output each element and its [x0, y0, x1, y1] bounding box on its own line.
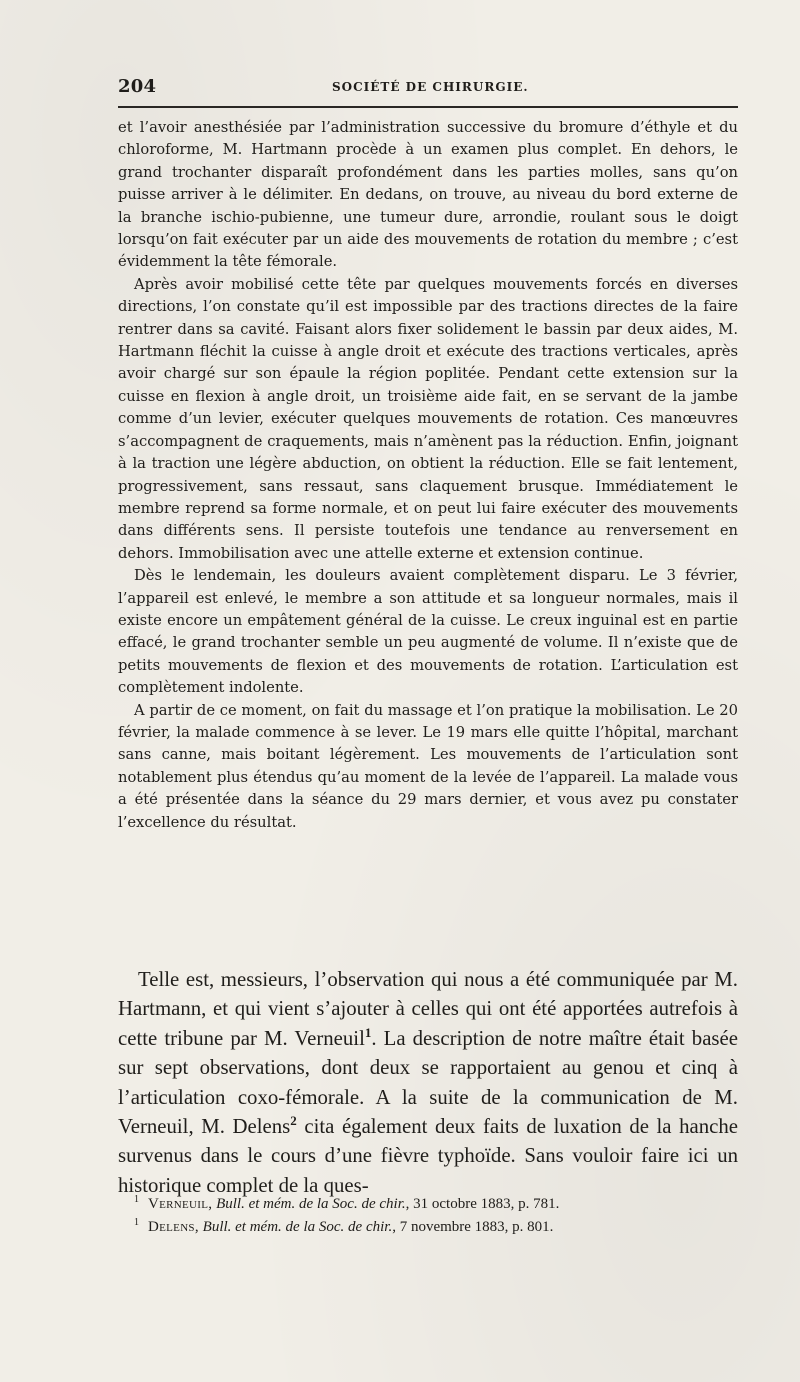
footnote-citation: , 31 octobre 1883, p. 781. [405, 1196, 560, 1212]
paragraph: Dès le lendemain, les douleurs avaient complètement disparu. Le 3 février, l’appareil est enlevé, le membre a son attitude et sa longueur normales, mais il existe encore un empâtement général de la cuisse. Le creux inguinal est en partie effacé, le grand trochanter semble un peu augmenté de volume. Il n’existe que de petits mouvements de flexion et des mouvements de rotation. L’articulation est complètement indolente. [118, 567, 738, 697]
footnote-citation: , 7 novembre 1883, p. 801. [392, 1219, 554, 1235]
footnote-journal: Bull. et mém. de la Soc. de chir. [202, 1219, 393, 1235]
paragraph: A partir de ce moment, on fait du massage et l’on pratique la mobilisation. Le 20 février, la malade commence à se lever. Le 19 mars elle quitte l’hôpital, marchant sans canne, mais boitant légèrement. Les mouvements de l’articulation sont notablement plus étendus qu’au moment de la levée de l’appareil. La malade vous a été présentée dans la séance du 29 mars dernier, et vous avez pu constater l’excellence du résultat. [118, 701, 738, 831]
text-segment: . La description de notre maître était basée sur sept observations, dont deux se rapportaient au genou et cinq à l’articulation coxo-fémorale. A la suite de la communication de M. Verneuil, M. Delens [118, 1026, 738, 1139]
running-title: SOCIÉTÉ DE CHIRURGIE. [332, 80, 529, 94]
footnote-reference[interactable]: 2 [290, 1113, 297, 1129]
page-number: 204 [118, 76, 157, 97]
footnote-author: Verneuil, [148, 1196, 213, 1212]
header-rule [118, 106, 738, 108]
footnotes [134, 1193, 738, 1239]
footnote-journal: Bull. et mém. de la Soc. de chir. [216, 1196, 406, 1212]
text-segment: cita également deux faits de luxation de la hanche survenus dans le cours d’une fièvre typhoïde. Sans vouloir faire ici un historique complet de la ques- [118, 1115, 738, 1197]
footnote: 1 Delens, Bull. et mém. de la Soc. de chir., 7 novembre 1883, p. 801. [134, 1217, 554, 1235]
paragraph [118, 965, 738, 1200]
paragraph: et l’avoir anesthésiée par l’administration successive du bromure d’éthyle et du chloroforme, M. Hartmann procède à un examen plus complet. En dehors, le grand trochanter disparaît profondément dans les parties molles, sans qu’on puisse arriver à le délimiter. En dedans, on trouve, au niveau du bord externe de la branche ischio-pubienne, une tumeur dure, arrondie, roulant sous le doigt lorsqu’on fait exécuter par un aide des mouvements de rotation du membre ; c’est évidemment la tête fémorale. [118, 119, 738, 271]
page-header [118, 76, 738, 100]
discussion-text [118, 965, 738, 1200]
footnote: 1 Verneuil, Bull. et mém. de la Soc. de chir., 31 octobre 1883, p. 781. [134, 1194, 560, 1212]
footnote-reference[interactable]: 1 [364, 1024, 372, 1040]
text-segment: Telle est, messieurs, l’observation qui nous a été communiquée par M. Hartmann, et qui vient s’ajouter à celles qui ont été apportées autrefois à cette tribune par M. Verneuil [118, 968, 738, 1050]
observation-text [118, 117, 738, 834]
footnote-author: Delens, [148, 1219, 199, 1235]
paragraph: Après avoir mobilisé cette tête par quelques mouvements forcés en diverses directions, l’on constate qu’il est impossible par des tractions directes de la faire rentrer dans sa cavité. Faisant alors fixer solidement le bassin par deux aides, M. Hartmann fléchit la cuisse à angle droit et exécute des tractions verticales, après avoir chargé sur son épaule la région poplitée. Pendant cette extension sur la cuisse en flexion à angle droit, un troisième aide fait, en se servant de la jambe comme d’un levier, exécuter quelques mouvements de rotation. Ces manœuvres s’accompagnent de craquements, mais n’amènent pas la réduction. Enfin, joignant à la traction une légère abduction, on obtient la réduction. Elle se fait lentement, progressivement, sans ressaut, sans claquement brusque. Immédiatement le membre reprend sa forme normale, et on peut lui faire exécuter des mouvements dans différents sens. Il persiste toutefois une tendance au renversement en dehors. Immobilisation avec une attelle externe et extension continue. [118, 275, 738, 562]
